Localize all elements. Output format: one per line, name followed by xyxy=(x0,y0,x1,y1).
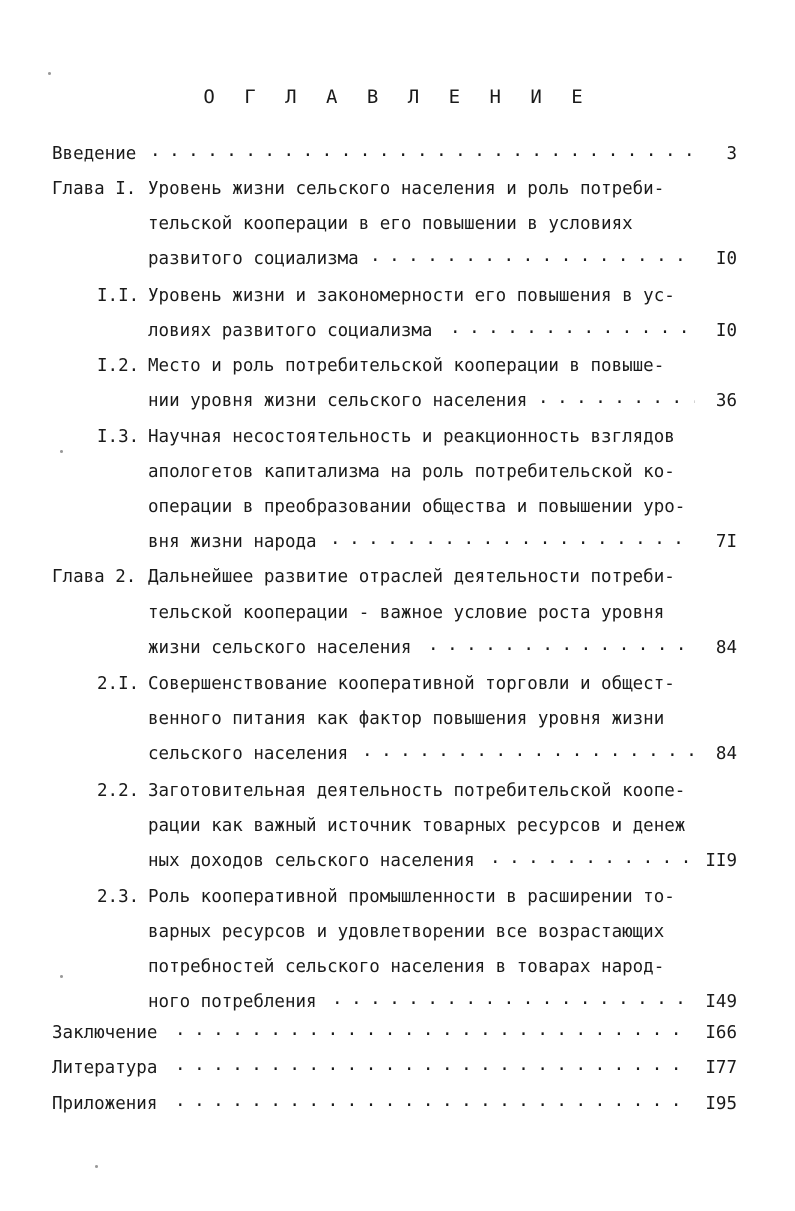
toc-text-line: Совершенствование кооперативной торговли и общест- xyxy=(148,674,675,694)
toc-label: 2.I. xyxy=(97,674,140,694)
toc-text-line: ного потребления xyxy=(148,992,317,1012)
toc-text-line: потребностей сельского населения в товарах народ- xyxy=(148,957,665,977)
toc-leader-dots xyxy=(175,1055,690,1081)
toc-label: I.2. xyxy=(97,356,140,376)
toc-text-line: ных доходов сельского населения xyxy=(148,851,475,871)
toc-text-line: вня жизни народа xyxy=(148,532,317,552)
toc-leader-dots xyxy=(490,848,690,874)
toc-page-number: 84 xyxy=(715,744,737,764)
toc-label: Заключение xyxy=(52,1023,158,1043)
toc-text-line: Уровень жизни сельского населения и роль потреби- xyxy=(148,179,665,199)
toc-leader-dots xyxy=(370,246,695,272)
toc-text-line: тельской кооперации - важное условие роста уровня xyxy=(148,603,665,623)
toc-page-number: II9 xyxy=(705,851,737,871)
toc-page-number: 3 xyxy=(726,144,737,164)
toc-leader-dots xyxy=(362,741,695,767)
toc-page-number: 36 xyxy=(715,391,737,411)
toc-leader-dots xyxy=(330,529,695,555)
toc-text-line: ловиях развитого социализма xyxy=(148,321,433,341)
toc-page-number: I66 xyxy=(705,1023,737,1043)
toc-page-number: I95 xyxy=(705,1094,737,1114)
toc-label: I.I. xyxy=(97,286,140,306)
toc-text-line: венного питания как фактор повышения уровня жизни xyxy=(148,709,665,729)
toc-page-number: I0 xyxy=(715,249,737,269)
toc-leader-dots xyxy=(175,1020,690,1046)
toc-label: Глава 2. xyxy=(52,567,137,587)
toc-label: Введение xyxy=(52,144,137,164)
toc-text-line: нии уровня жизни сельского населения xyxy=(148,391,528,411)
toc-leader-dots xyxy=(538,388,695,414)
toc-text-line: жизни сельского населения xyxy=(148,638,412,658)
toc-leader-dots xyxy=(150,141,695,167)
scan-speck xyxy=(95,1165,98,1168)
toc-label: 2.3. xyxy=(97,887,140,907)
toc-leader-dots xyxy=(428,635,695,661)
scan-speck xyxy=(48,72,51,75)
toc-text-line: Уровень жизни и закономерности его повышения в ус- xyxy=(148,286,675,306)
toc-label: 2.2. xyxy=(97,781,140,801)
scan-speck xyxy=(60,975,63,978)
toc-label: Приложения xyxy=(52,1094,158,1114)
toc-text-line: развитого социализма xyxy=(148,249,359,269)
toc-page-number: 7I xyxy=(715,532,737,552)
toc-text-line: рации как важный источник товарных ресурсов и денеж xyxy=(148,816,686,836)
toc-text-line: Роль кооперативной промышленности в расширении то- xyxy=(148,887,675,907)
toc-leader-dots xyxy=(332,989,695,1015)
toc-page-number: I49 xyxy=(705,992,737,1012)
toc-text-line: сельского населения xyxy=(148,744,349,764)
page-title: О Г Л А В Л Е Н И Е xyxy=(203,86,592,108)
toc-text-line: Место и роль потребительской кооперации в повыше- xyxy=(148,356,665,376)
scan-speck xyxy=(60,450,63,453)
toc-text-line: Заготовительная деятельность потребительской коопе- xyxy=(148,781,686,801)
toc-text-line: Научная несостоятельность и реакционность взглядов xyxy=(148,427,675,447)
toc-text-line: операции в преобразовании общества и повышении уро- xyxy=(148,497,686,517)
toc-label: Глава I. xyxy=(52,179,137,199)
toc-text-line: апологетов капитализма на роль потребительской ко- xyxy=(148,462,675,482)
toc-leader-dots xyxy=(175,1091,690,1117)
toc-label: Литература xyxy=(52,1058,158,1078)
toc-text-line: тельской кооперации в его повышении в условиях xyxy=(148,214,633,234)
toc-page-number: 84 xyxy=(715,638,737,658)
toc-label: I.3. xyxy=(97,427,140,447)
toc-leader-dots xyxy=(450,318,695,344)
toc-page-number: I77 xyxy=(705,1058,737,1078)
toc-page-number: I0 xyxy=(715,321,737,341)
toc-text-line: варных ресурсов и удовлетворении все возрастающих xyxy=(148,922,665,942)
toc-text-line: Дальнейшее развитие отраслей деятельности потреби- xyxy=(148,567,675,587)
